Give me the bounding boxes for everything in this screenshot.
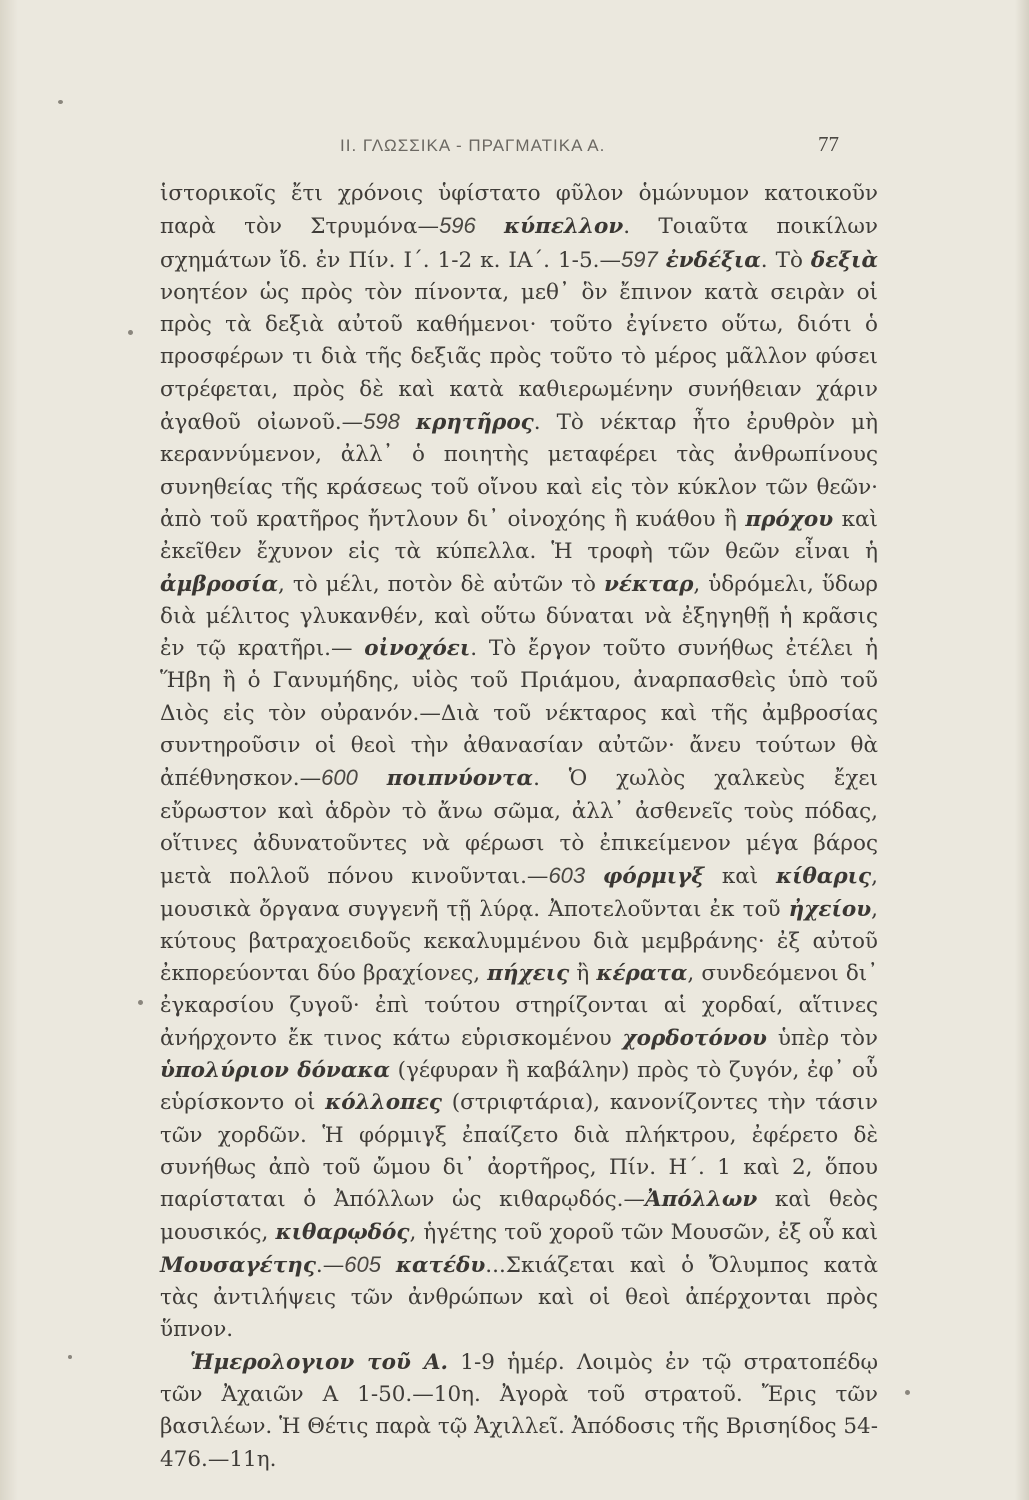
lemma-term: ἠχείου (788, 896, 872, 922)
text-run: . Ὁ χωλὸς χαλκεὺς ἔχει εὔρωστον καὶ ἁδρὸν τὸ ἄνω σῶμα, ἀλλ᾿ ἀσθενεῖς τοὺς πόδας, οἵτινες ἀδυνατοῦντες νὰ φέρωσι τὸ ἐπικείμενον μέγα βάρος μετὰ πολλοῦ πόνου κινοῦνται.— (160, 766, 878, 890)
line-number-ref: 605 (344, 1251, 381, 1277)
lemma-term: φόρμιγξ (602, 864, 705, 890)
commentary-paragraph (160, 178, 878, 1347)
text-run: . Τοιαῦτα ποικίλων σχημάτων ἴδ. ἐν Πίν. Ι΄. 1-2 κ. ΙΑ΄. 1-5.— (160, 214, 878, 273)
speck-mark (68, 1355, 72, 1359)
speck-mark (58, 100, 63, 104)
text-run: (γέφυραν ἢ καβάλην) πρὸς τὸ ζυγόν, ἐφ᾿ οὗ εὑρίσκοντο οἱ (160, 1058, 878, 1116)
text-run: , ἡγέτης τοῦ χοροῦ τῶν Μουσῶν, ἐξ οὗ καὶ (409, 1219, 879, 1245)
lemma-term: κέρατα (596, 961, 688, 987)
running-header: II. ΓΛΩΣΣΙΚΑ - ΠΡΑΓΜΑΤΙΚΑ Α. (340, 136, 606, 155)
text-run: , κύτους βατραχοειδοῦς κεκαλυμμένου διὰ μεμβράνης· ἐξ αὐτοῦ ἐκπορεύονται δύο βραχίονες, (160, 896, 878, 987)
text-run: . Τὸ (760, 247, 811, 273)
line-number-ref: 598 (363, 409, 400, 435)
body-text (160, 178, 878, 1476)
text-run: , συνδεόμενοι δι᾿ ἐγκαρσίου ζυγοῦ· ἐπὶ τούτου στηρίζονται αἱ χορδαί, αἵτινες ἀνήρχοντο ἔκ τινος κάτω εὑρισκομένου (160, 961, 878, 1051)
lemma-term: κιθαρῳδός (275, 1219, 410, 1245)
lemma-term: Ἀπόλλων (644, 1187, 758, 1213)
text-run: καὶ ἐκεῖθεν ἔχυνον εἰς τὰ κύπελλα. Ἡ τροφὴ τῶν θεῶν εἶναι ἡ (160, 506, 878, 565)
text-run: ἢ (569, 961, 597, 987)
text-run: , ὑδρόμελι, ὕδωρ διὰ μέλιτος γλυκανθέν, καὶ οὕτω δύναται νὰ ἐξηγηθῇ ἡ κρᾶσις ἐν τῷ κρατῆρι.— (160, 571, 878, 662)
line-number-ref: 603 (548, 863, 586, 889)
text-run: 1-9 ἡμέρ. Λοιμὸς ἐν τῷ στρατοπέδῳ τῶν Ἀχαιῶν Α 1-50.—10η. Ἀγορὰ τοῦ στρατοῦ. Ἔρις τῶν βασιλέων. Ἡ Θέτις παρὰ τῷ Ἀχιλλεῖ. Ἀπόδοσις τῆς Βρισηίδος 54-476.—11η. (160, 1349, 878, 1472)
lemma-term: πρόχου (745, 506, 834, 532)
speck-mark (128, 330, 133, 335)
line-number-ref: 600 (321, 765, 358, 791)
lemma-term: Μουσαγέτης (160, 1252, 316, 1278)
lemma-term: πήχεις (487, 961, 570, 987)
text-run: . Τὸ νέκταρ ἦτο ἐρυθρὸν μὴ κεραννύμενον, ἀλλ᾿ ὁ ποιητὴς μεταφέρει τὰς ἀνθρωπίνους συνηθείας τῆς κράσεως τοῦ οἴνου καὶ εἰς τὸν κύκλον τῶν θεῶν· ἀπὸ τοῦ κρατῆρος ἤντλουν δι᾿ οἰνοχόης ἢ κυάθου ἢ (160, 410, 878, 532)
text-run: (στριφτάρια), κανονίζοντες τὴν τάσιν τῶν χορδῶν. Ἡ φόρμιγξ ἐπαίζετο διὰ πλήκτρου, ἐφέρετο δὲ συνήθως ἀπὸ τοῦ ὤμου δι᾿ ἀορτῆρος, Πίν. Η΄. 1 καὶ 2, ὅπου παρίσταται ὁ Ἀπόλλων ὡς κιθαρῳδός.— (160, 1090, 878, 1213)
speck-mark (905, 1390, 910, 1395)
lemma-term: κύπελλον (504, 214, 624, 240)
lemma-term: ἐνδέξια (665, 247, 761, 273)
speck-mark (138, 1000, 143, 1005)
lemma-term: κίθαρις (775, 864, 872, 890)
lemma-term: ἀμβροσία (160, 571, 278, 597)
lemma-term: κρητῆρος (415, 410, 534, 436)
text-run: . Τὸ ἔργον τοῦτο συνήθως ἐτέλει ἡ Ἥβη ἢ ὁ Γανυμήδης, υἱὸς τοῦ Πριάμου, ἀναρπασθεὶς ὑπὸ τοῦ Διὸς εἰς τὸν οὐρανόν.—Διὰ τοῦ νέκταρος καὶ τῆς ἀμβροσίας συντηροῦσιν οἱ θεοὶ τὴν ἀθανασίαν αὐτῶν· ἄνευ τούτων θὰ ἀπέθνησκον.— (160, 636, 878, 792)
text-run: νοητέον ὡς πρὸς τὸν πίνοντα, μεθ᾿ ὃν ἔπινον κατὰ σειρὰν οἱ πρὸς τὰ δεξιὰ αὐτοῦ καθήμενοι· τοῦτο ἐγίνετο οὕτω, διότι ὁ προσφέρων τι διὰ τῆς δεξιᾶς πρὸς τοῦτο τὸ μέρος μᾶλλον φύσει στρέφεται, πρὸς δὲ καὶ κατὰ καθιερωμένην συνήθειαν χάριν ἀγαθοῦ οἰωνοῦ.— (160, 279, 878, 436)
lemma-term: δεξιὰ (810, 247, 878, 273)
text-run: ἱστορικοῖς ἔτι χρόνοις ὑφίστατο φῦλον ὁμώνυμον κατοικοῦν παρὰ τὸν Στρυμόνα— (160, 181, 878, 240)
section-title: Ἡμερολογιον τοῦ Α. (190, 1349, 448, 1375)
lemma-term: χορδοτόνου (622, 1025, 767, 1051)
lemma-term: ποιπνύοντα (386, 766, 534, 792)
lemma-term: κόλλοπες (325, 1090, 442, 1116)
lemma-term: ὑπολύριον δόνακα (160, 1058, 391, 1084)
page-shadow-right (1015, 0, 1029, 1500)
page-number: 77 (818, 132, 839, 156)
text-run: ὑπὲρ τὸν (766, 1025, 878, 1051)
lemma-term: κατέδυ (395, 1252, 486, 1278)
page-shadow-left (0, 0, 18, 1500)
line-number-ref: 597 (620, 246, 658, 272)
text-run: .— (315, 1252, 345, 1278)
lemma-term: οἰνοχόει (364, 636, 471, 662)
text-run: ...Σκιάζεται καὶ ὁ Ὄλυμπος κατὰ τὰς ἀντιλήψεις τῶν ἀνθρώπων καὶ οἱ θεοὶ ἀπέρχονται πρὸς ὕπνον. (160, 1252, 878, 1343)
text-run: , μουσικὰ ὄργανα συγγενῆ τῇ λύρᾳ. Ἀποτελοῦνται ἐκ τοῦ (160, 864, 878, 922)
text-run: , τὸ μέλι, ποτὸν δὲ αὐτῶν τὸ (278, 571, 604, 597)
lemma-term: νέκταρ (603, 571, 694, 597)
line-number-ref: 596 (439, 213, 476, 239)
text-run: καὶ (704, 864, 776, 890)
text-run: καὶ θεὸς μουσικός, (160, 1187, 878, 1245)
calendar-paragraph (160, 1347, 878, 1476)
